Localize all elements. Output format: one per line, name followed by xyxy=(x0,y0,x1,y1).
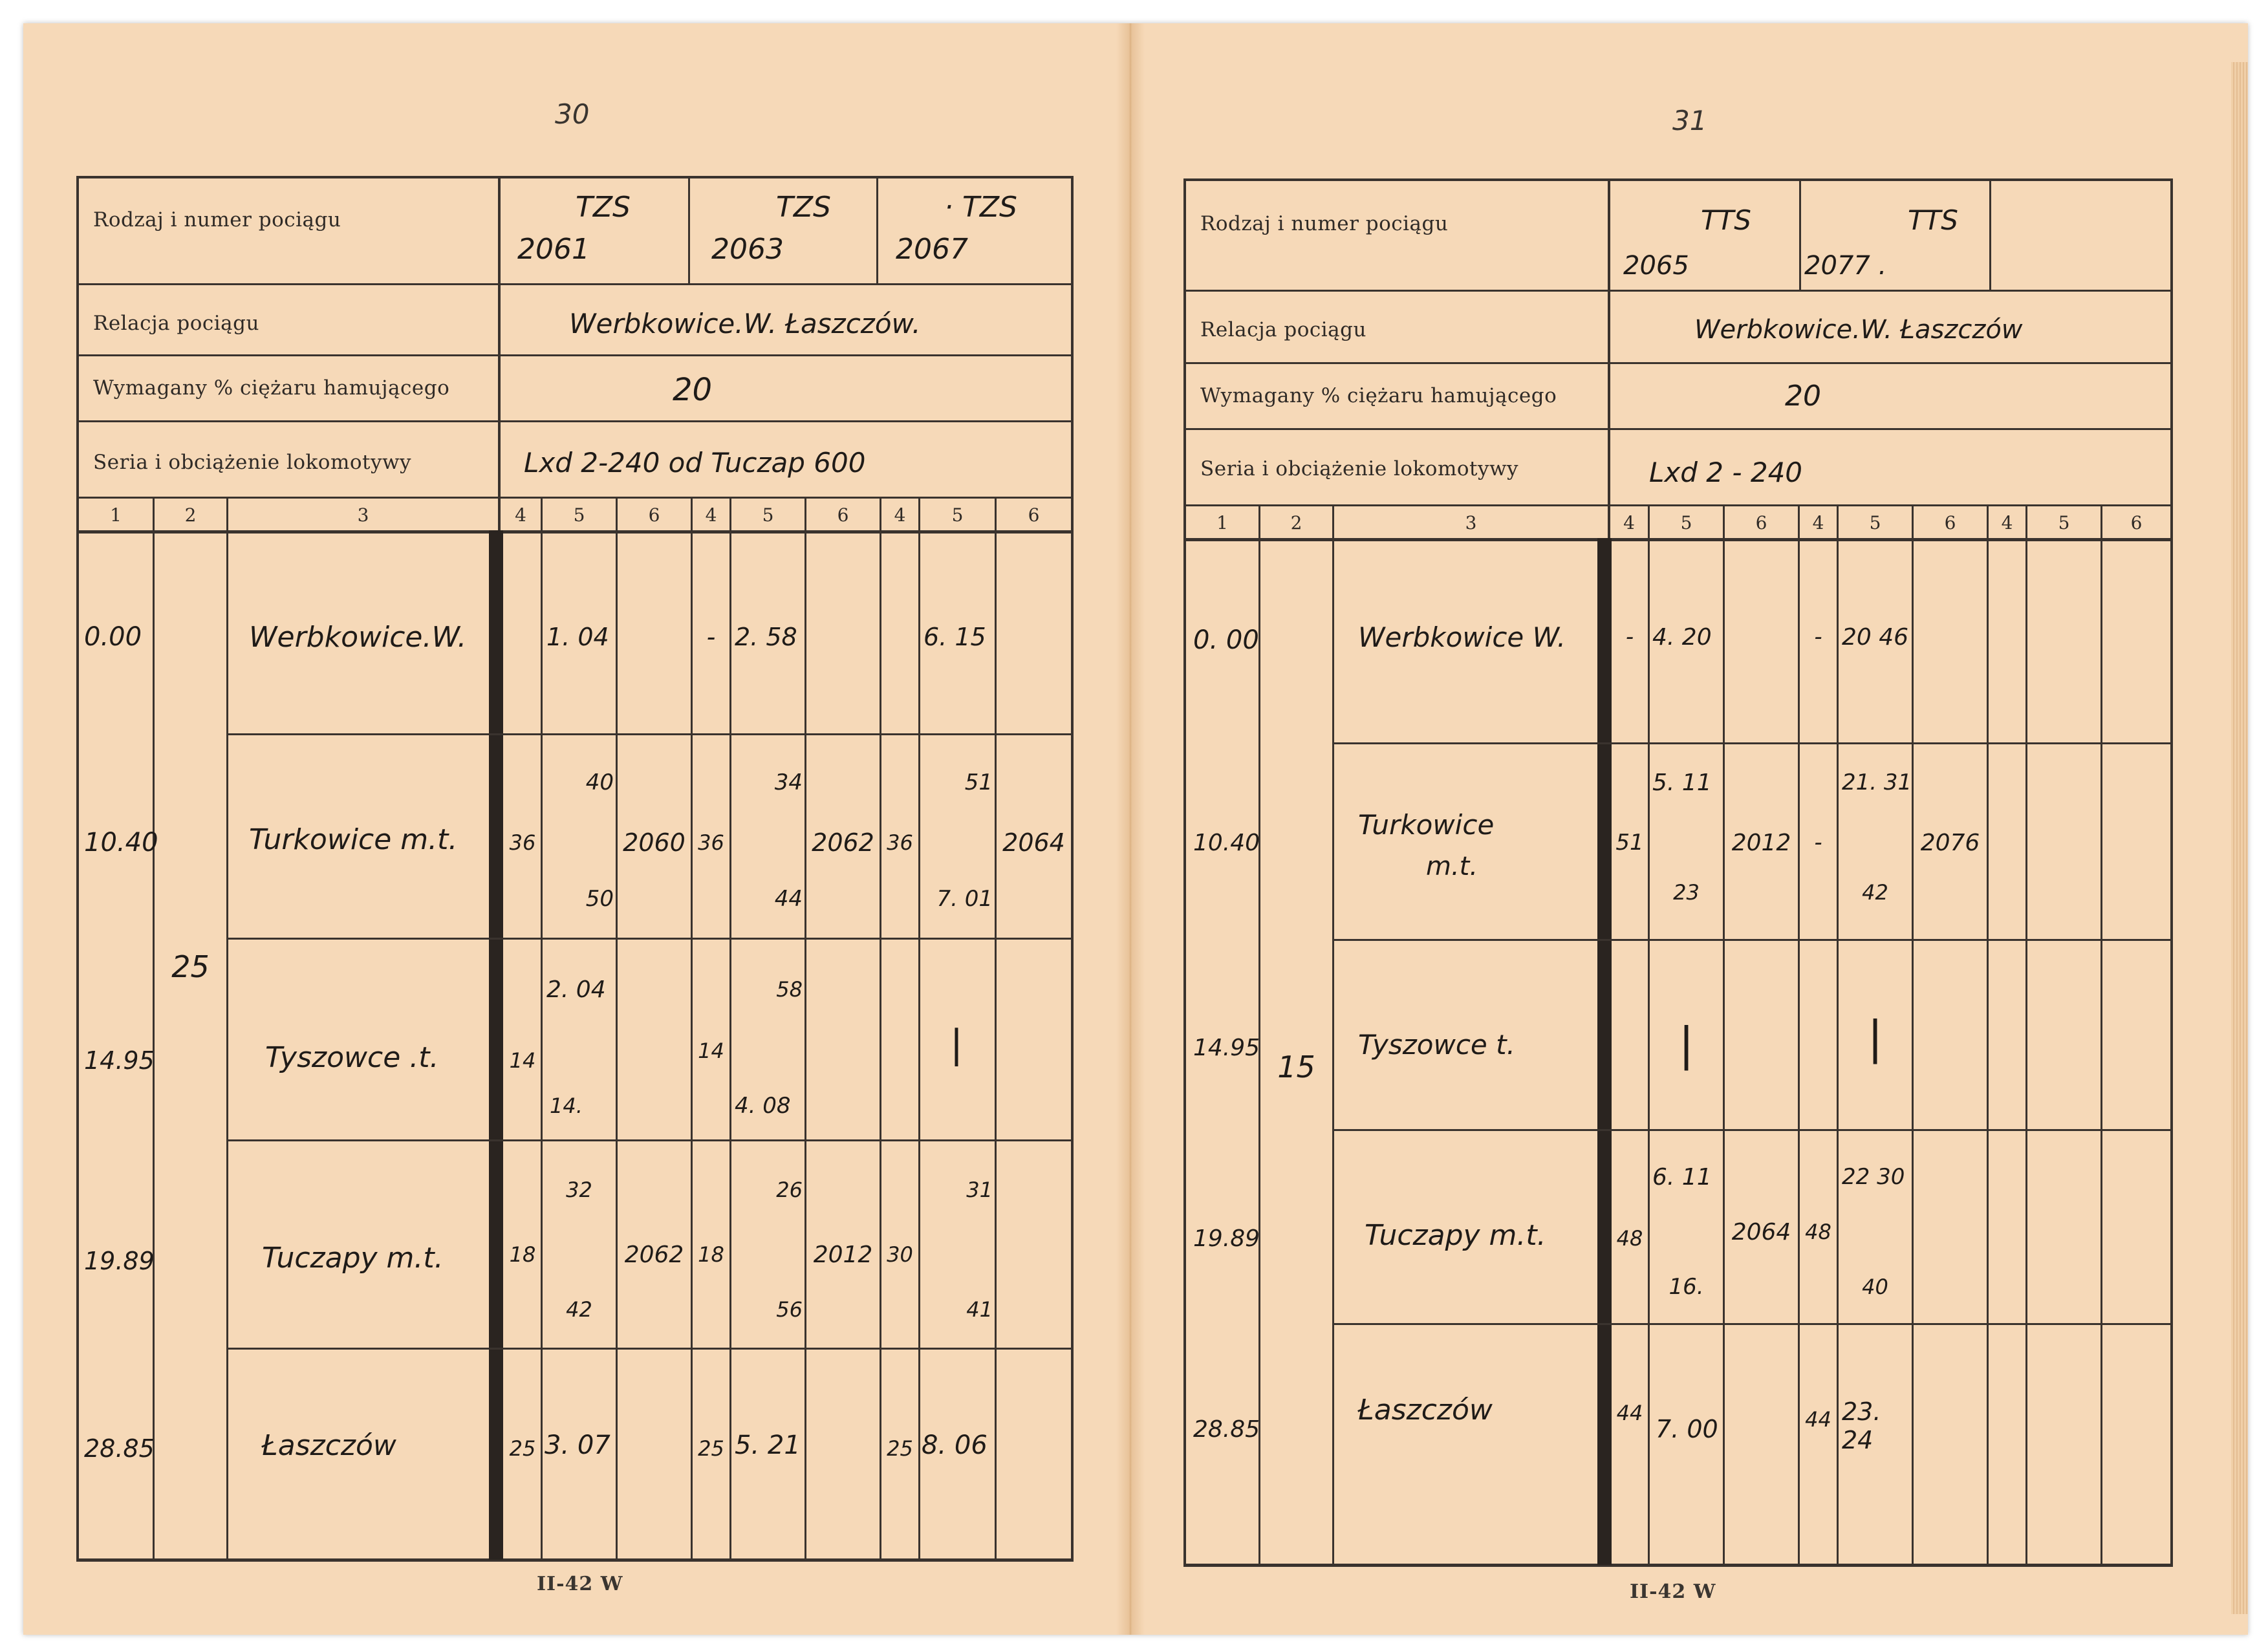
station-name: Tyszowce .t. xyxy=(265,1040,439,1074)
station-name: Tyszowce t. xyxy=(1358,1028,1515,1061)
time-cell: - xyxy=(1625,624,1634,650)
pass-mark: | xyxy=(1867,1011,1883,1064)
station-km: 14.95 xyxy=(84,1046,155,1075)
brake-percent-value: 20 xyxy=(673,371,713,408)
page-edges xyxy=(2231,62,2248,1614)
station-name: Werbkowice W. xyxy=(1358,621,1566,653)
station-km: 19.89 xyxy=(1193,1225,1260,1252)
label-train-type-number: Rodzaj i numer pociągu xyxy=(93,208,341,232)
column-header: 5 xyxy=(573,504,585,526)
time-cell: 20 46 xyxy=(1842,623,1909,651)
column-header: 5 xyxy=(951,504,964,526)
train-type-1: TZS xyxy=(576,190,631,224)
loco-series-value: Lxd 2-240 od Tuczap 600 xyxy=(524,446,866,479)
time-cell: 18 xyxy=(698,1242,724,1267)
time-cell: 42 xyxy=(566,1297,592,1322)
time-cell: 2064 xyxy=(1731,1218,1791,1245)
time-cell: 4. 20 xyxy=(1652,623,1712,651)
time-cell: 58 xyxy=(776,977,803,1002)
time-cell: - xyxy=(1814,624,1822,650)
time-cell: 5. 11 xyxy=(1652,769,1712,796)
station-km: 0.00 xyxy=(84,622,142,652)
time-cell: 2062 xyxy=(812,828,874,857)
time-cell: 31 xyxy=(966,1178,993,1202)
station-name: Turkowice m.t. xyxy=(249,823,458,856)
pass-mark: | xyxy=(949,1022,964,1067)
train-type-3: · TZS xyxy=(944,190,1017,224)
column-header: 5 xyxy=(1680,512,1692,534)
train-number-1: 2061 xyxy=(517,232,590,266)
station-name: Łaszczów xyxy=(1358,1393,1493,1427)
train-relation-value: Werbkowice.W. Łaszczów. xyxy=(569,307,921,339)
station-name: Werbkowice.W. xyxy=(249,620,467,654)
loco-series-value: Lxd 2 - 240 xyxy=(1649,456,1803,488)
time-cell: 7. 01 xyxy=(936,886,993,912)
column-header: 4 xyxy=(2001,512,2013,534)
time-cell: 14. xyxy=(550,1094,583,1118)
page-number-left: 30 xyxy=(555,98,590,130)
column-header: 6 xyxy=(1028,504,1040,526)
label-loco-series: Seria i obciążenie lokomotywy xyxy=(1200,457,1519,480)
time-cell: 14 xyxy=(509,1048,536,1073)
time-cell: 36 xyxy=(698,830,724,855)
time-cell: 6. 11 xyxy=(1652,1163,1712,1191)
time-cell: 2012 xyxy=(813,1241,873,1268)
time-cell: 42 xyxy=(1862,880,1888,905)
time-cell: 6. 15 xyxy=(923,623,986,651)
block-speed: 25 xyxy=(171,949,210,984)
time-cell: 14 xyxy=(698,1039,724,1063)
time-cell: 34 xyxy=(774,770,803,795)
time-cell: 8. 06 xyxy=(922,1430,988,1460)
column-header: 4 xyxy=(1812,512,1824,534)
time-cell: 3. 07 xyxy=(545,1430,610,1460)
time-cell: 25 xyxy=(509,1436,536,1461)
time-cell: 2060 xyxy=(623,828,686,857)
column-header: 2 xyxy=(1290,512,1302,534)
time-cell: 30 xyxy=(887,1242,913,1267)
block-speed: 15 xyxy=(1277,1050,1315,1084)
station-km: 10.40 xyxy=(1193,829,1260,856)
time-cell: 2064 xyxy=(1002,828,1065,857)
time-cell: 21. 31 xyxy=(1842,770,1912,795)
station-name: Łaszczów xyxy=(262,1428,396,1462)
time-cell: 23. 24 xyxy=(1842,1397,1881,1454)
time-cell: 25 xyxy=(698,1436,724,1461)
time-cell: 2. 58 xyxy=(735,623,797,651)
page-number-right: 31 xyxy=(1672,105,1707,136)
column-header: 1 xyxy=(1216,512,1228,534)
train-type-2: TZS xyxy=(776,190,831,224)
station-km: 10.40 xyxy=(84,828,158,857)
label-required-brake: Wymagany % ciężaru hamującego xyxy=(1200,384,1557,407)
time-cell: 51 xyxy=(964,770,993,795)
station-km: 0. 00 xyxy=(1193,625,1259,655)
time-cell: 51 xyxy=(1615,830,1644,856)
train-type-2: TTS xyxy=(1908,204,1958,236)
time-cell: 7. 00 xyxy=(1656,1415,1718,1443)
page-footer-right: II-42 W xyxy=(1630,1580,1716,1603)
column-header: 6 xyxy=(2130,512,2143,534)
column-header: 4 xyxy=(515,504,526,526)
time-cell: 48 xyxy=(1616,1226,1643,1251)
station-km: 28.85 xyxy=(84,1434,155,1463)
time-cell: 5. 21 xyxy=(735,1430,801,1460)
column-header: 6 xyxy=(837,504,849,526)
label-train-type-number: Rodzaj i numer pociągu xyxy=(1200,212,1449,235)
train-type-1: TTS xyxy=(1701,204,1751,236)
time-cell: 2062 xyxy=(624,1241,684,1268)
station-name: Tuczapy m.t. xyxy=(262,1241,444,1275)
column-header: 6 xyxy=(1755,512,1767,534)
time-cell: - xyxy=(1814,830,1822,856)
column-header: 4 xyxy=(705,504,717,526)
label-loco-series: Seria i obciążenie lokomotywy xyxy=(93,451,412,474)
brake-percent-value: 20 xyxy=(1785,380,1821,413)
station-km: 14.95 xyxy=(1193,1034,1260,1061)
time-cell: 16. xyxy=(1669,1274,1704,1300)
column-header: 5 xyxy=(2058,512,2070,534)
time-cell: 48 xyxy=(1805,1220,1831,1244)
time-cell: 25 xyxy=(887,1436,913,1461)
time-cell: 2012 xyxy=(1731,829,1791,856)
time-cell: 32 xyxy=(566,1178,592,1202)
time-cell: 2. 04 xyxy=(546,976,606,1003)
column-header: 5 xyxy=(762,504,774,526)
page-footer-left: II-42 W xyxy=(537,1573,623,1595)
time-cell: 44 xyxy=(1805,1407,1831,1432)
time-cell: 26 xyxy=(776,1178,803,1202)
column-header: 2 xyxy=(184,504,197,526)
pass-mark: | xyxy=(1678,1018,1694,1071)
time-cell: 44 xyxy=(774,886,803,912)
time-cell: 50 xyxy=(585,886,614,912)
column-header: 6 xyxy=(648,504,660,526)
time-cell: 22 30 xyxy=(1842,1164,1905,1190)
train-number-2: 2077 . xyxy=(1804,250,1887,281)
time-cell: 36 xyxy=(887,830,913,855)
train-number-1: 2065 xyxy=(1623,250,1689,281)
label-train-relation: Relacja pociągu xyxy=(93,312,259,335)
time-cell: 41 xyxy=(966,1297,993,1322)
station-km: 19.89 xyxy=(84,1247,155,1275)
column-header: 3 xyxy=(357,504,369,526)
station-name: Turkowice xyxy=(1358,808,1495,841)
time-cell: 40 xyxy=(1862,1275,1888,1299)
time-cell: 44 xyxy=(1616,1401,1643,1425)
column-header: 4 xyxy=(894,504,906,526)
column-header: 1 xyxy=(110,504,122,526)
column-header: 3 xyxy=(1465,512,1477,534)
time-cell: 1. 04 xyxy=(546,623,609,651)
time-cell: 36 xyxy=(509,830,536,855)
label-train-relation: Relacja pociągu xyxy=(1200,318,1366,341)
time-cell: 40 xyxy=(585,770,614,795)
column-header: 4 xyxy=(1623,512,1635,534)
book-gutter xyxy=(1116,23,1145,1635)
time-cell: 2076 xyxy=(1920,829,1980,856)
time-cell: 4. 08 xyxy=(735,1093,791,1119)
time-cell: 18 xyxy=(509,1242,536,1267)
train-number-2: 2063 xyxy=(711,232,784,266)
station-name-suffix: m.t. xyxy=(1426,852,1478,881)
train-number-3: 2067 xyxy=(896,232,968,266)
time-cell: - xyxy=(706,623,716,651)
train-relation-value: Werbkowice.W. Łaszczów xyxy=(1694,315,2023,345)
station-name: Tuczapy m.t. xyxy=(1365,1218,1546,1252)
time-cell: 56 xyxy=(776,1297,803,1322)
column-header: 5 xyxy=(1869,512,1881,534)
station-km: 28.85 xyxy=(1193,1416,1260,1443)
label-required-brake: Wymagany % ciężaru hamującego xyxy=(93,376,450,400)
column-header: 6 xyxy=(1944,512,1956,534)
time-cell: 23 xyxy=(1673,880,1700,905)
